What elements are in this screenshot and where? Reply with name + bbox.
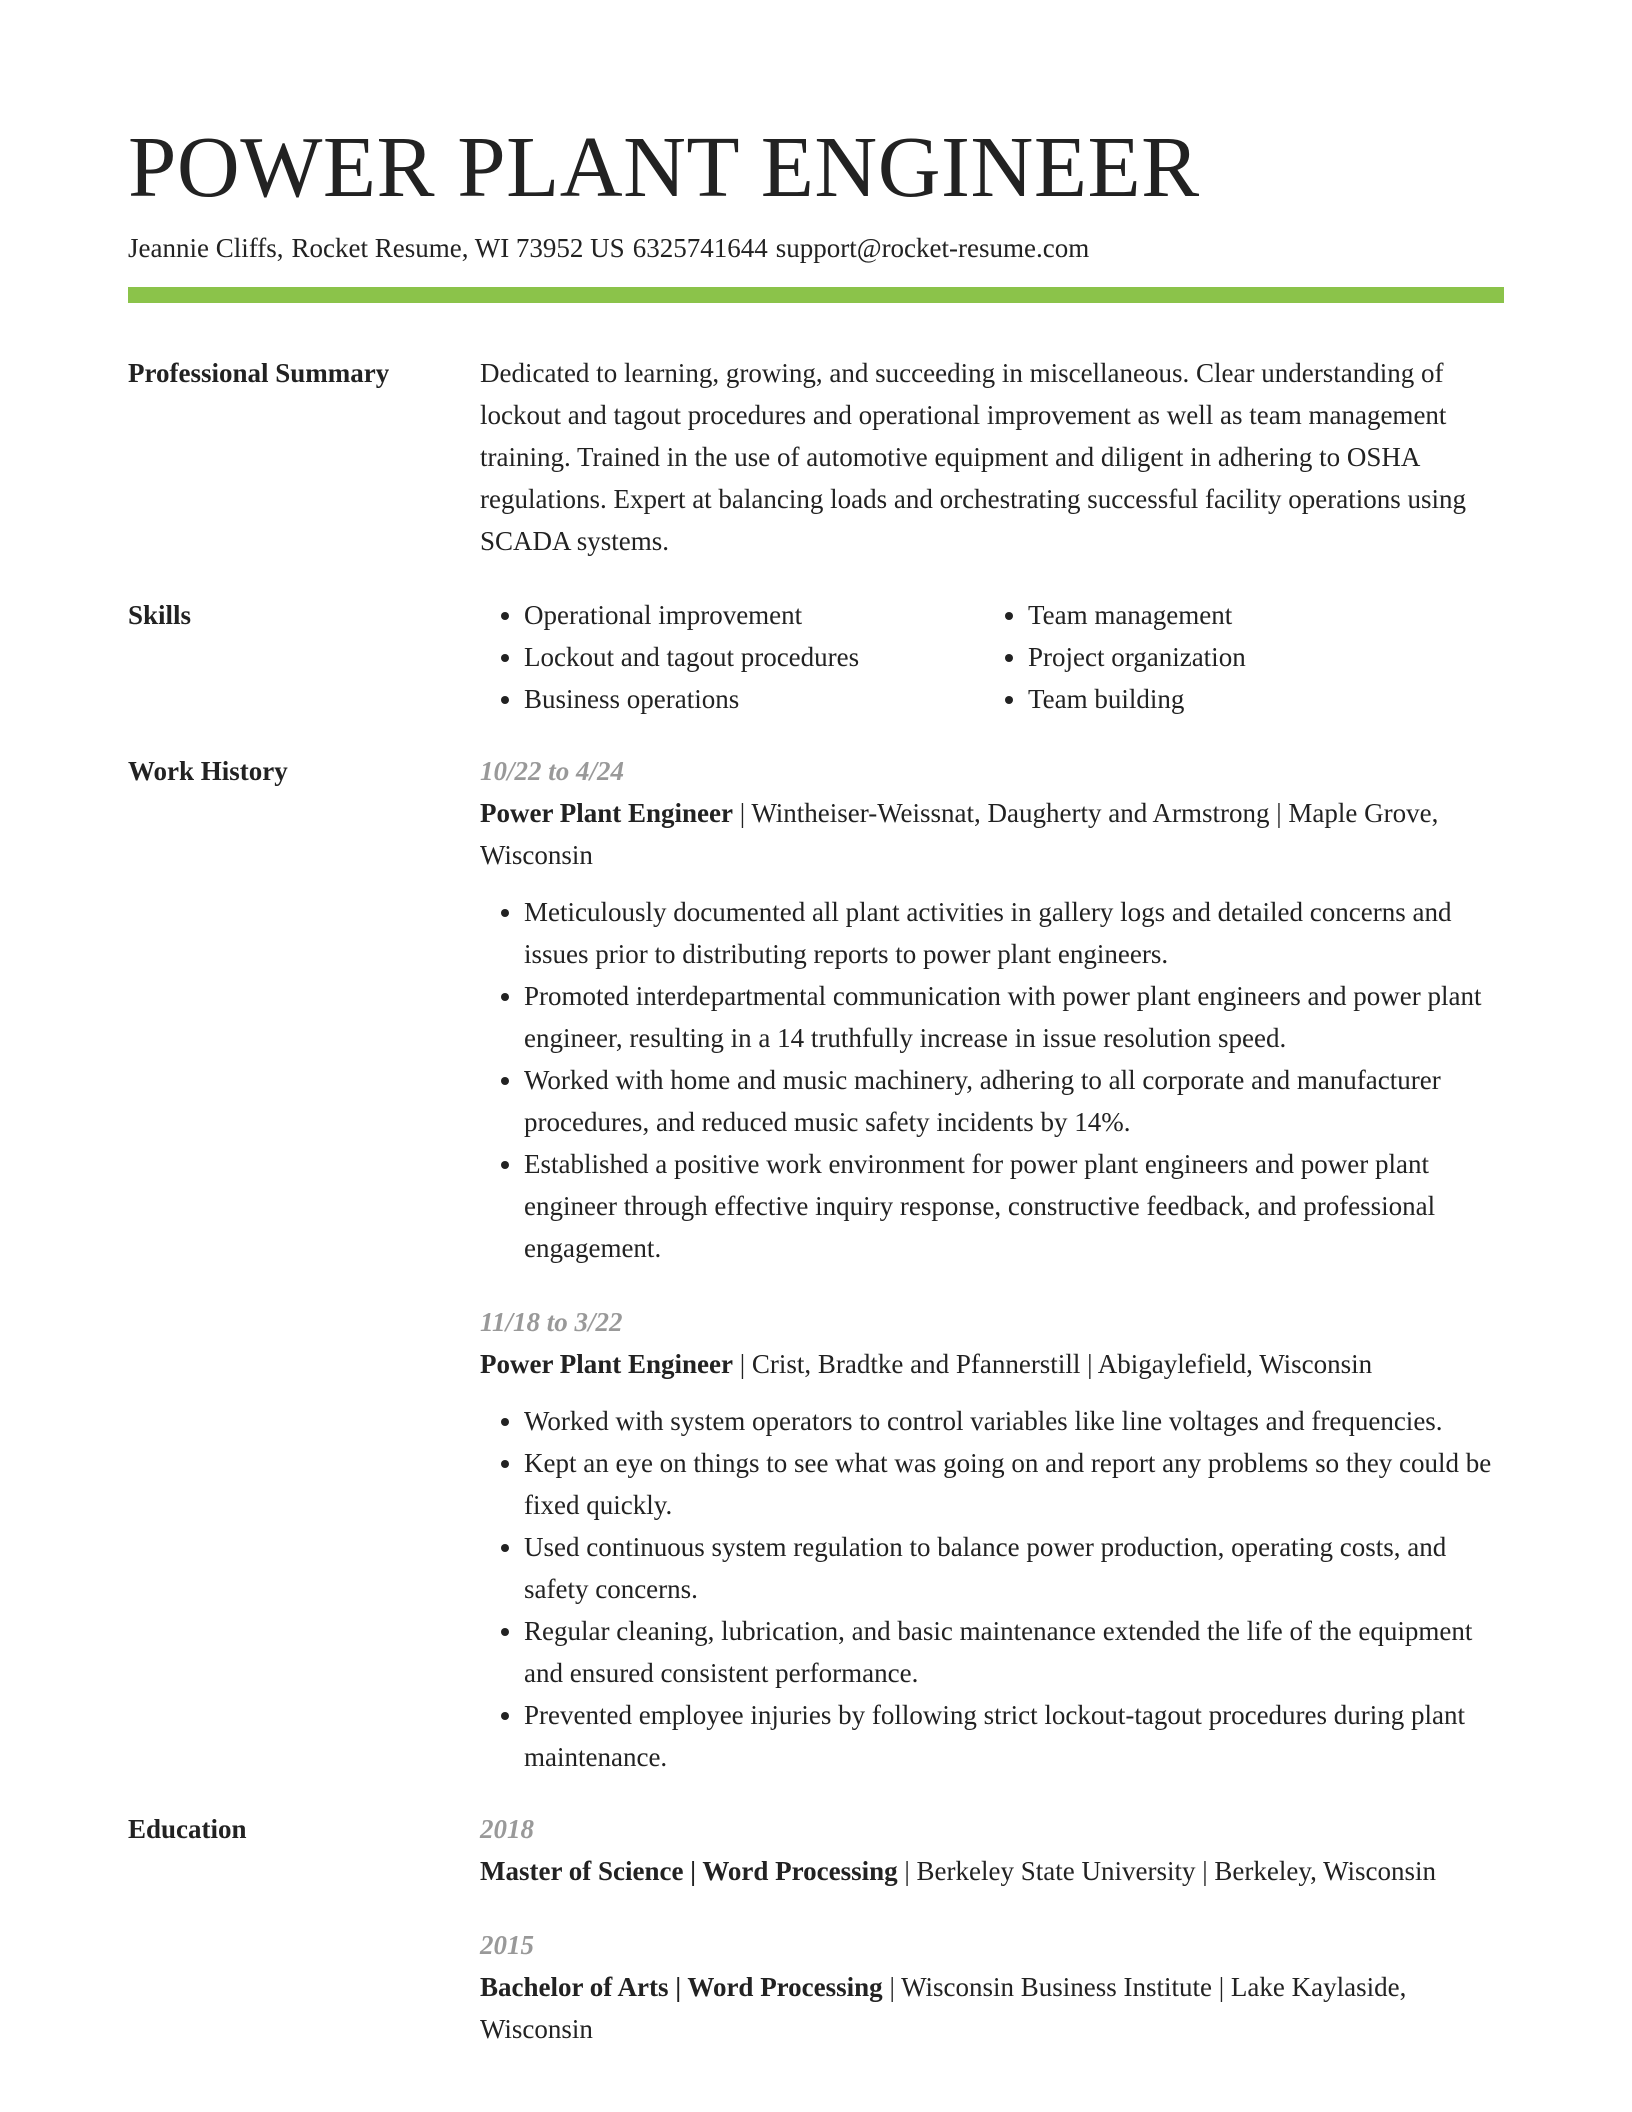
job-bullet: • Used continuous system regulation to balance power production, operating costs, and safety concerns.: [524, 1526, 1504, 1610]
page-title: POWER PLANT ENGINEER: [128, 118, 1200, 215]
skill-item: • Lockout and tagout procedures: [524, 636, 984, 678]
job-details: | Wintheiser-Weissnat, Daugherty and Armstrong | Maple Grove, Wisconsin: [480, 798, 1439, 870]
contact-phone: 6325741644: [632, 233, 768, 263]
contact-line: [128, 230, 1504, 266]
skills-column-2: [984, 594, 1488, 720]
job-bullet: • Meticulously documented all plant activities in gallery logs and detailed concerns and issues prior to distributing reports to power plant engineers.: [524, 891, 1504, 975]
education-year: 2018: [480, 1814, 534, 1844]
job-heading: [480, 1343, 1504, 1385]
skills-grid: [480, 594, 1504, 720]
education-details: | Wisconsin Business Institute | Lake Kaylaside, Wisconsin: [480, 1972, 1407, 2044]
work-history-label: Work History: [128, 756, 288, 786]
job-bullet: • Prevented employee injuries by following strict lockout-tagout procedures during plant maintenance.: [524, 1694, 1504, 1778]
job-bullet: • Regular cleaning, lubrication, and basic maintenance extended the life of the equipment and ensured consistent performance.: [524, 1610, 1504, 1694]
contact-email: support@rocket-resume.com: [775, 233, 1090, 263]
skills-column-1: [480, 594, 984, 720]
education-section: [128, 1808, 1504, 2050]
education-heading: [480, 1966, 1504, 2050]
education-entry: [480, 1808, 1504, 1892]
job-title: Power Plant Engineer: [480, 1349, 733, 1379]
job-entry: [480, 750, 1504, 1269]
accent-divider: [128, 287, 1504, 303]
education-degree: Master of Science | Word Processing: [480, 1856, 898, 1886]
job-bullet: • Kept an eye on things to see what was going on and report any problems so they could be fixed quickly.: [524, 1442, 1504, 1526]
job-details: | Crist, Bradtke and Pfannerstill | Abigaylefield, Wisconsin: [732, 1349, 1373, 1379]
education-entry: [480, 1924, 1504, 2050]
summary-body: [480, 352, 1504, 562]
work-history-section: [128, 750, 1504, 1778]
education-body: [480, 1808, 1504, 2050]
job-bullet: • Worked with system operators to control variables like line voltages and frequencies.: [524, 1400, 1504, 1442]
skill-item: • Team building: [1028, 678, 1488, 720]
job-heading: [480, 792, 1504, 876]
job-bullets: [480, 1400, 1504, 1778]
summary-section: [128, 352, 1504, 562]
skill-item: • Project organization: [1028, 636, 1488, 678]
contact-name: Jeannie Cliffs,: [128, 233, 284, 263]
job-title: Power Plant Engineer: [480, 798, 733, 828]
summary-text: Dedicated to learning, growing, and succeeding in miscellaneous. Clear understanding of lockout and tagout procedures and operational improvement as well as team management training. Trained in the use of automotive equipment and diligent in adhering to OSHA regulations. Expert at balancing loads and orchestrating successful facility operations using SCADA systems.: [480, 358, 1466, 556]
summary-label: Professional Summary: [128, 358, 390, 388]
skills-section: [128, 594, 1504, 720]
skills-body: [480, 594, 1504, 720]
skill-item: • Business operations: [524, 678, 984, 720]
job-dates: 10/22 to 4/24: [480, 756, 625, 786]
job-bullet: • Established a positive work environment for power plant engineers and power plant engineer through effective inquiry response, constructive feedback, and professional engagement.: [524, 1143, 1504, 1269]
job-bullet: • Promoted interdepartmental communication with power plant engineers and power plant engineer, resulting in a 14 truthfully increase in issue resolution speed.: [524, 975, 1504, 1059]
skills-label: Skills: [128, 600, 192, 630]
job-dates: 11/18 to 3/22: [480, 1307, 623, 1337]
skill-item: • Operational improvement: [524, 594, 984, 636]
education-details: | Berkeley State University | Berkeley, Wisconsin: [897, 1856, 1436, 1886]
job-bullets: [480, 891, 1504, 1269]
education-label: Education: [128, 1814, 247, 1844]
education-year: 2015: [480, 1930, 534, 1960]
skill-item: • Team management: [1028, 594, 1488, 636]
education-degree: Bachelor of Arts | Word Processing: [480, 1972, 883, 2002]
education-heading: [480, 1850, 1504, 1892]
work-history-body: [480, 750, 1504, 1778]
job-entry: [480, 1301, 1504, 1778]
contact-address: Rocket Resume, WI 73952 US: [291, 233, 625, 263]
job-bullet: • Worked with home and music machinery, adhering to all corporate and manufacturer procedures, and reduced music safety incidents by 14%.: [524, 1059, 1504, 1143]
